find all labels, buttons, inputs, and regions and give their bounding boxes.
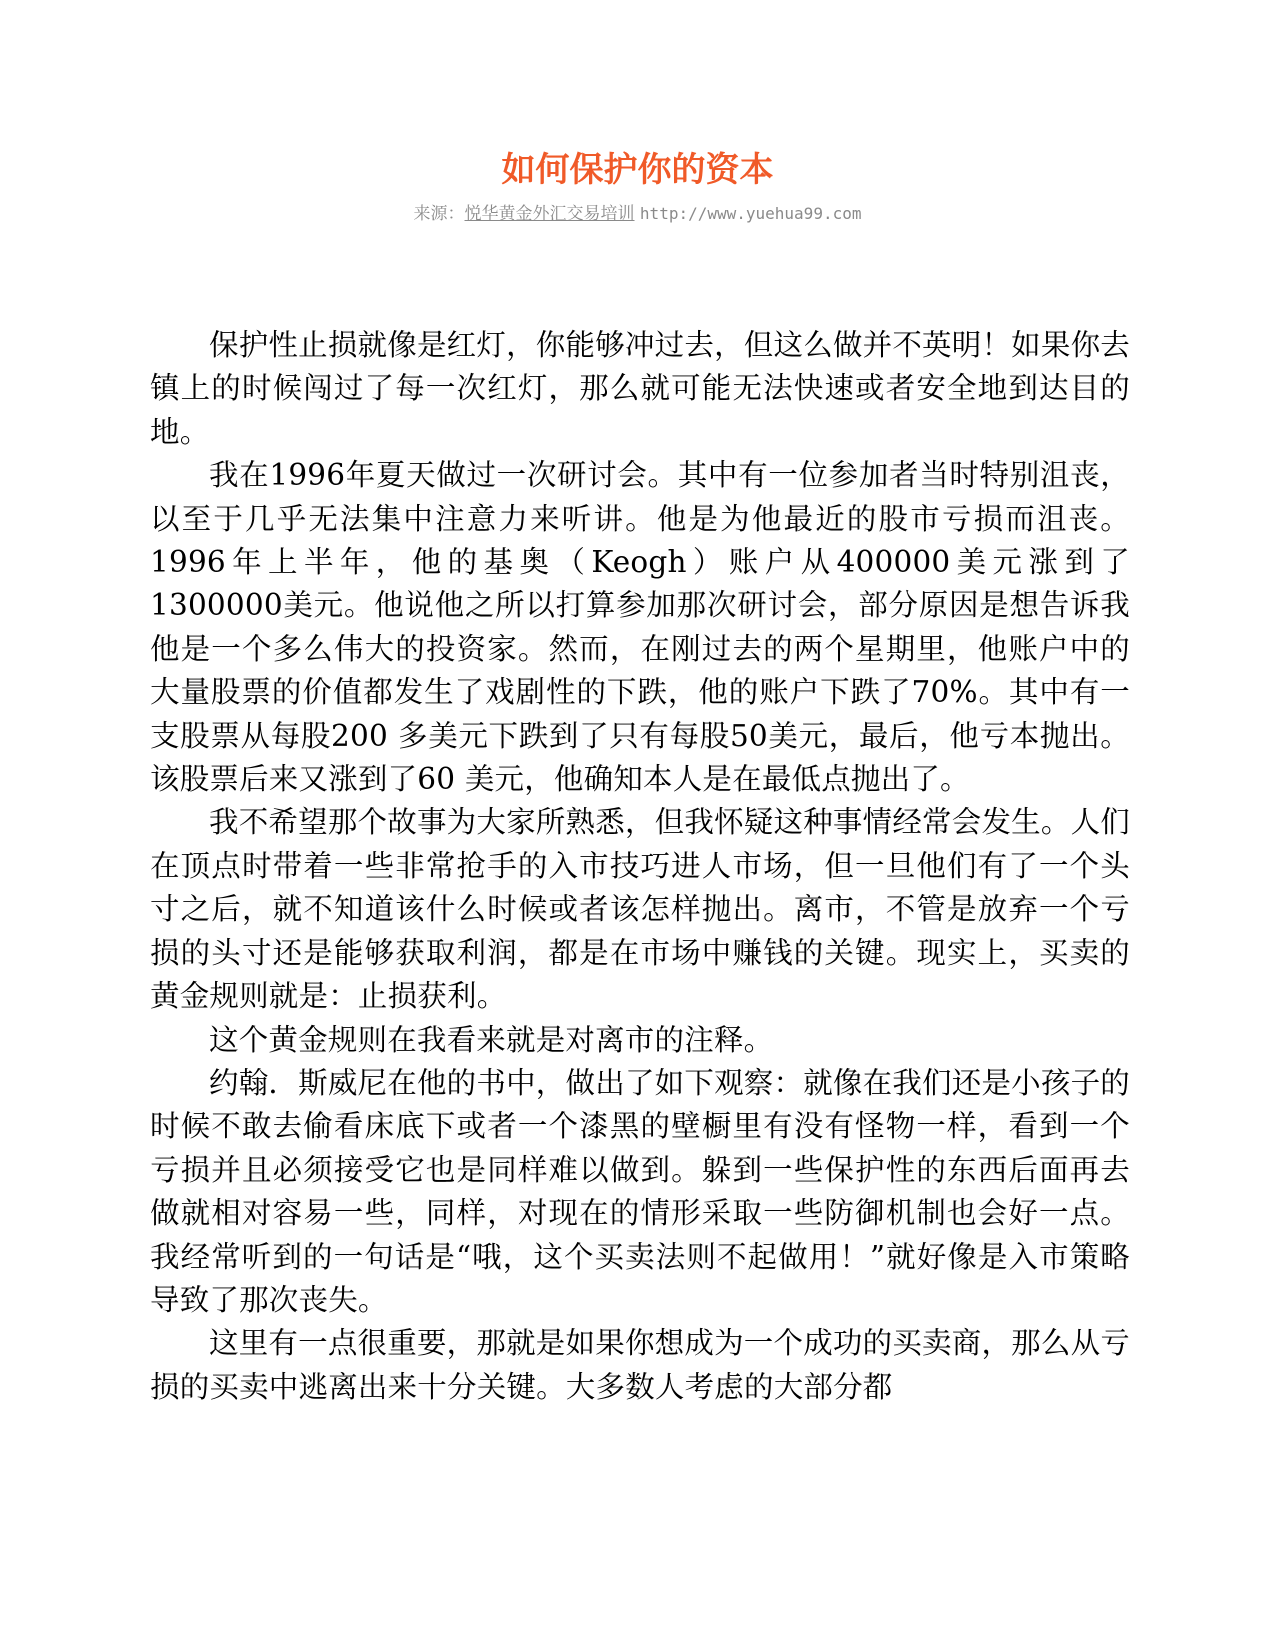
paragraph-5: 约翰．斯威尼在他的书中，做出了如下观察：就像在我们还是小孩子的时候不敢去偷看床底下或者一个漆黑的壁橱里有没有怪物一样，看到一个亏损并且必须接受它也是同样难以做到。躲到一些保护性的东西后面再去做就相对容易一些，同样，对现在的情形采取一些防御机制也会好一点。我经常听到的一句话是“哦，这个买卖法则不起做用！”就好像是入市策略导致了那次丧失。 xyxy=(150,1065,1130,1317)
paragraph-6: 这里有一点很重要，那就是如果你想成为一个成功的买卖商，那么从亏损的买卖中逃离出来十分关键。大多数人考虑的大部分都 xyxy=(150,1326,1130,1404)
paragraph-2: 我在1996年夏天做过一次研讨会。其中有一位参加者当时特别沮丧，以至于几乎无法集中注意力来听讲。他是为他最近的股市亏损而沮丧。1996年上半年，他的基奥（Keogh）账户从400000美元涨到了1300000美元。他说他之所以打算参加那次研讨会，部分原因是想告诉我他是一个多么伟大的投资家。然而，在刚过去的两个星期里，他账户中的大量股票的价值都发生了戏剧性的下跌，他的账户下跌了70%。其中有一支股票从每股200 多美元下跌到了只有每股50美元，最后，他亏本抛出。该股票后来又涨到了60 美元，他确知本人是在最低点抛出了。 xyxy=(150,458,1130,797)
source-link[interactable]: 悦华黄金外汇交易培训 xyxy=(464,204,635,224)
source-url[interactable]: http://www.yuehua99.com xyxy=(639,204,862,223)
paragraph-1: 保护性止损就像是红灯，你能够冲过去，但这么做并不英明！如果你去镇上的时候闯过了每一次红灯，那么就可能无法快速或者安全地到达目的地。 xyxy=(150,328,1130,449)
document-title: 如何保护你的资本 xyxy=(501,150,774,190)
source-label: 来源： xyxy=(413,204,465,224)
paragraph-4: 这个黄金规则在我看来就是对离市的注释。 xyxy=(209,1022,774,1057)
source-line xyxy=(0,202,1275,226)
paragraph-3: 我不希望那个故事为大家所熟悉，但我怀疑这种事情经常会发生。人们在顶点时带着一些非常抢手的入市技巧进人市场，但一旦他们有了一个头寸之后，就不知道该什么时候或者该怎样抛出。离市，不管是放弃一个亏损的头寸还是能够获取利润，都是在市场中赚钱的关键。现实上，买卖的黄金规则就是：止损获利。 xyxy=(150,805,1130,1014)
article-body xyxy=(150,324,1130,1409)
